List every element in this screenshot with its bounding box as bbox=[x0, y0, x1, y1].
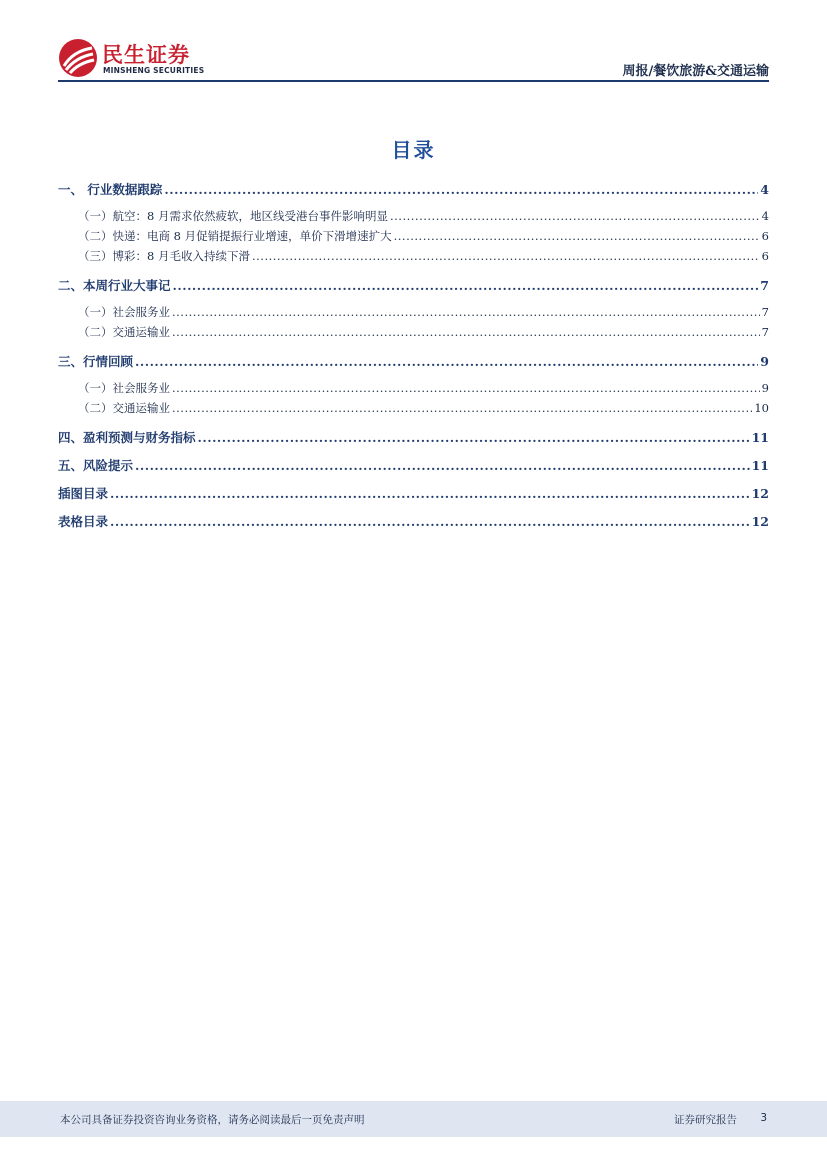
toc-entry-label: 五、风险提示 bbox=[58, 458, 134, 473]
toc-entry[interactable] bbox=[58, 484, 769, 502]
toc-entry[interactable] bbox=[58, 456, 769, 474]
toc-leader-dots bbox=[164, 182, 758, 197]
toc-leader-dots bbox=[135, 354, 758, 369]
toc-entry-label: 表格目录 bbox=[58, 514, 109, 529]
toc-leader-dots bbox=[173, 278, 759, 293]
toc-leader-dots bbox=[252, 249, 760, 263]
toc-entry[interactable] bbox=[58, 304, 769, 320]
toc-entry[interactable] bbox=[58, 428, 769, 446]
toc-entry-label: 二、本周行业大事记 bbox=[58, 278, 171, 293]
toc-entry-label: 插图目录 bbox=[58, 486, 109, 501]
footer-disclaimer: 本公司具备证券投资咨询业务资格，请务必阅读最后一页免责声明 bbox=[60, 1114, 365, 1126]
toc-entry-label: （一）社会服务业 bbox=[78, 381, 170, 395]
toc-leader-dots bbox=[390, 209, 760, 223]
page-footer bbox=[0, 1101, 827, 1137]
toc-entry-label: 三、行情回顾 bbox=[58, 354, 134, 369]
toc-entry-page: 7 bbox=[761, 325, 769, 339]
toc-entry-page: 6 bbox=[761, 229, 769, 243]
toc-entry[interactable] bbox=[58, 400, 769, 416]
toc-entry[interactable] bbox=[58, 228, 769, 244]
toc-entry-page: 7 bbox=[760, 278, 769, 293]
toc-entry-page: 9 bbox=[760, 354, 769, 369]
toc-entry[interactable] bbox=[58, 180, 769, 198]
toc-entry-page: 4 bbox=[760, 182, 769, 197]
toc-entry-page: 11 bbox=[751, 458, 769, 473]
toc-entry-label: （一）航空：8 月需求依然疲软，地区线受港台事件影响明显 bbox=[78, 209, 388, 223]
toc-entry[interactable] bbox=[58, 276, 769, 294]
logo-chinese-name: 民生证券 bbox=[102, 43, 190, 67]
footer-doc-type: 证券研究报告 bbox=[674, 1114, 737, 1126]
toc-entry-label: （二）快递：电商 8 月促销提振行业增速，单价下滑增速扩大 bbox=[78, 229, 392, 243]
toc-entry-page: 4 bbox=[761, 209, 769, 223]
toc-leader-dots bbox=[135, 458, 750, 473]
toc-entry[interactable] bbox=[58, 380, 769, 396]
toc-entry-label: （一）社会服务业 bbox=[78, 305, 170, 319]
toc-entry-page: 6 bbox=[761, 249, 769, 263]
toc-entry-label: （二）交通运输业 bbox=[78, 401, 170, 415]
toc-entry-page: 7 bbox=[761, 305, 769, 319]
toc-entry[interactable] bbox=[58, 512, 769, 530]
toc-entry-label: 四、盈利预测与财务指标 bbox=[58, 430, 196, 445]
toc-leader-dots bbox=[172, 305, 760, 319]
toc-entry[interactable] bbox=[58, 352, 769, 370]
toc-entry-page: 10 bbox=[754, 401, 769, 415]
toc-leader-dots bbox=[394, 229, 760, 243]
toc-entry-page: 12 bbox=[751, 514, 769, 529]
toc-leader-dots bbox=[172, 401, 752, 415]
logo-english-name: MINSHENG SECURITIES bbox=[103, 66, 205, 75]
header-divider bbox=[58, 80, 769, 82]
footer-page-number: 3 bbox=[760, 1112, 767, 1124]
company-logo bbox=[58, 38, 218, 80]
toc-leader-dots bbox=[172, 325, 760, 339]
toc-leader-dots bbox=[110, 486, 750, 501]
toc-title: 目录 bbox=[391, 138, 436, 162]
toc-entry[interactable] bbox=[58, 208, 769, 224]
toc-entry-label: （三）博彩：8 月毛收入持续下滑 bbox=[78, 249, 250, 263]
toc-entry[interactable] bbox=[58, 248, 769, 264]
report-type: 周报/餐饮旅游&交通运输 bbox=[622, 64, 769, 79]
toc-leader-dots bbox=[198, 430, 750, 445]
toc-leader-dots bbox=[110, 514, 750, 529]
toc-leader-dots bbox=[172, 381, 760, 395]
toc-entry-page: 12 bbox=[751, 486, 769, 501]
toc-entry-label: 一、 行业数据跟踪 bbox=[58, 182, 163, 197]
toc-entry-label: （二）交通运输业 bbox=[78, 325, 170, 339]
toc-entry-page: 11 bbox=[751, 430, 769, 445]
toc-entry-page: 9 bbox=[761, 381, 769, 395]
toc-entry[interactable] bbox=[58, 324, 769, 340]
minsheng-logo-icon bbox=[58, 38, 98, 78]
